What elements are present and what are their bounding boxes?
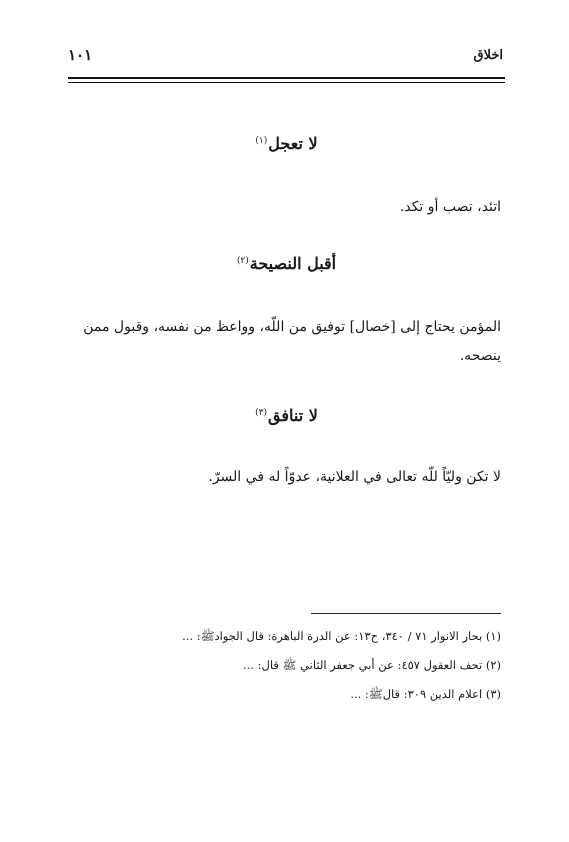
running-head-title: اخلاق [473, 48, 503, 63]
section-heading-text: لا تعجل [268, 134, 318, 153]
section-heading-text: أقبل النصيحة [249, 254, 337, 273]
footnote-3: (٣) اعلام الدين ٣٠٩: قالﷺ: ... [350, 687, 501, 701]
section-heading-1 [68, 134, 505, 153]
header-rule-thick [68, 77, 505, 79]
section-body-3: لا تكن وليّاً للّه تعالى في العلانية، عدوّاً له في السرّ. [208, 469, 501, 485]
header-rule-thin [68, 82, 505, 83]
section-heading-3 [68, 406, 505, 425]
page-number: ١٠١ [68, 46, 93, 64]
footnote-ref-3: (٣) [255, 407, 268, 418]
footnote-2: (٢) تحف العقول ٤٥٧: عن أبي جعفر الثاني ﷺ قال: ... [243, 658, 501, 672]
section-heading-2 [68, 254, 505, 273]
section-body-2: المؤمن يحتاج إلى [خصال] توفيق من اللّه، وواعظ من نفسه، وقبول ممن ينصحه. [83, 319, 501, 364]
footnote-1: (١) بحار الانوار ٧١ / ٣٤٠، ح١٣: عن الدرة الباهرة: قال الجوادﷺ: ... [182, 629, 501, 643]
footnote-ref-1: (١) [255, 135, 268, 146]
footnote-ref-2: (٢) [236, 255, 249, 266]
section-heading-text: لا تنافق [268, 406, 318, 425]
running-head [68, 48, 503, 72]
footnote-separator [311, 613, 501, 614]
section-body-1: اتئد، تصب أو تكد. [399, 199, 501, 215]
